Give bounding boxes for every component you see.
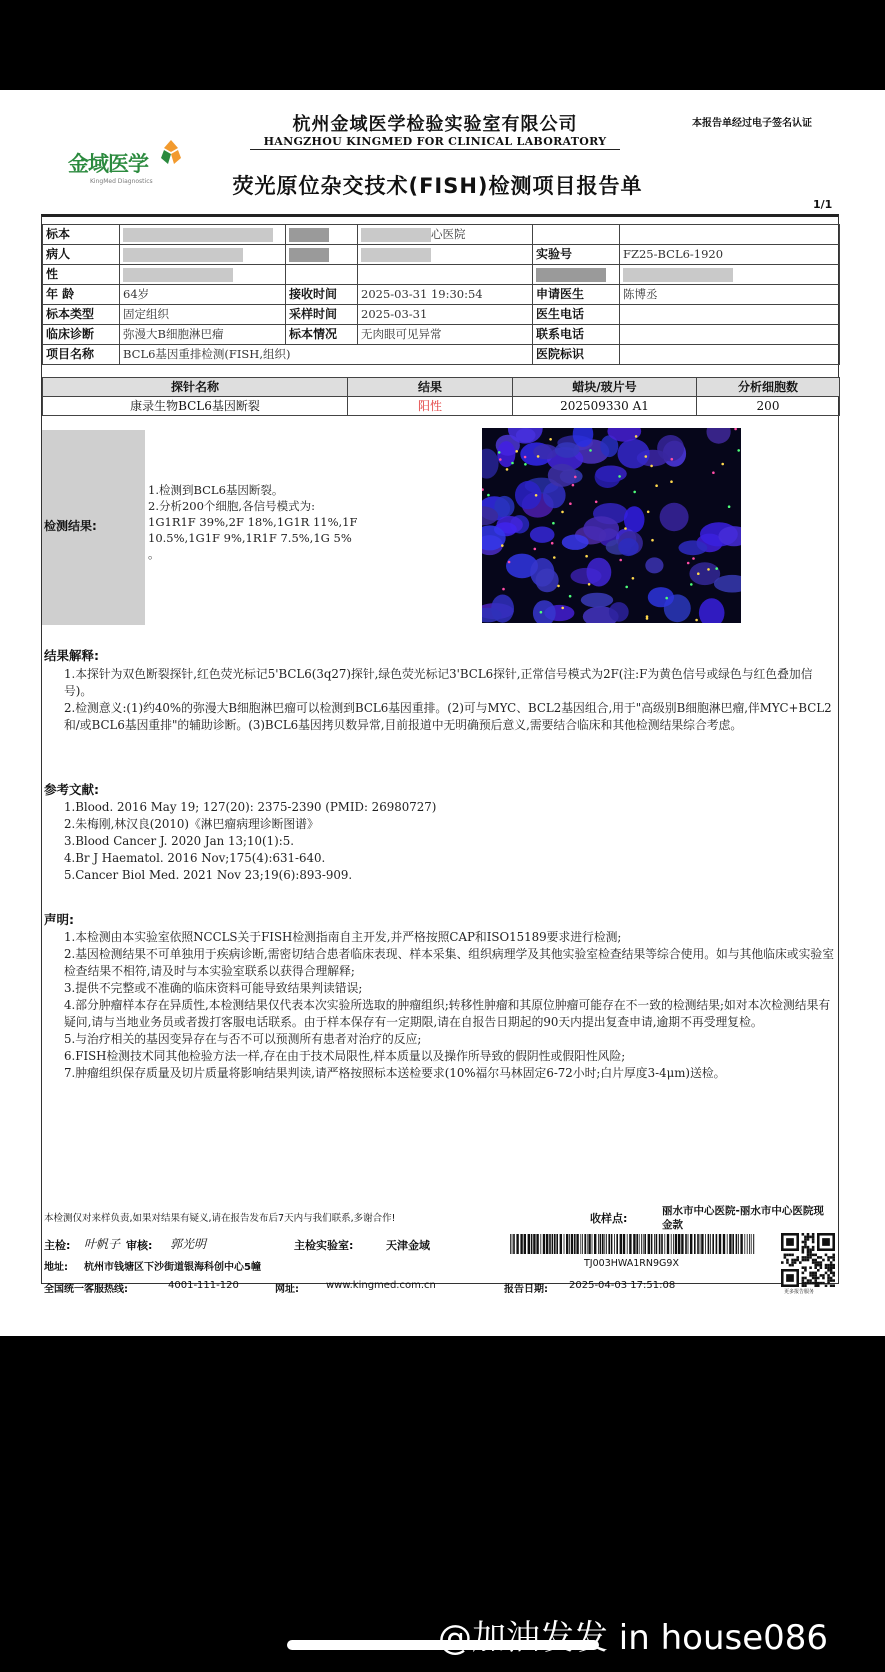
report-frame bbox=[41, 214, 839, 1284]
fish-microscopy-image bbox=[482, 428, 741, 623]
main-lab-value: 天津金域 bbox=[386, 1239, 430, 1252]
label-received: 接收时间 bbox=[286, 285, 358, 305]
reference-item: 3.Blood Cancer J. 2020 Jan 13;10(1):5. bbox=[64, 834, 294, 848]
collection-value: 丽水市中心医院-丽水市中心医院现金款 bbox=[662, 1205, 824, 1231]
logo-mark-icon bbox=[158, 138, 184, 166]
reference-item: 4.Br J Haematol. 2016 Nov;175(4):631-640. bbox=[64, 851, 326, 865]
result-text: 1.检测到BCL6基因断裂。 2.分析200个细胞,各信号模式为: 1G1R1F 39%,2F 18%,1G1R 11%,1F 10.5%,1G1F 9%,1R1F 7.5%,1G 5% 。 bbox=[148, 483, 358, 561]
label-doctor: 申请医生 bbox=[533, 285, 620, 305]
statement-item: 7.肿瘤组织保存质量及切片质量将影响结果判读,请严格按照标本送检要求(10%福尔马林固定6-72小时;白片厚度3-4μm)送检。 bbox=[64, 1066, 726, 1080]
report-date-label: 报告日期: bbox=[504, 1284, 548, 1295]
interpretation-item: 2.检测意义:(1)约40%的弥漫大B细胞淋巴瘤可以检测到BCL6基因重排。(2)可与MYC、BCL2基因组合,用于"高级别B细胞淋巴瘤,伴MYC+BCL2和/或BCL6基因重排"的辅助诊断。(3)BCL6基因拷贝数异常,目前报道中无明确预后意义,需要结合临床和其他检测结果综合考虑。 bbox=[64, 701, 832, 732]
page-number: 1/1 bbox=[813, 198, 833, 211]
label-contact-phone: 联系电话 bbox=[533, 325, 620, 345]
value-received: 2025-03-31 19:30:54 bbox=[358, 285, 533, 305]
value-age: 64岁 bbox=[120, 285, 286, 305]
statement-title: 声明: bbox=[44, 912, 74, 927]
value-sex bbox=[120, 265, 286, 285]
checker-label: 主检: bbox=[44, 1239, 71, 1252]
watermark-text: @加油发发 in house086 bbox=[438, 1618, 829, 1658]
website-value: www.kingmed.com.cn bbox=[326, 1280, 436, 1291]
report-page bbox=[0, 90, 885, 1336]
barcode bbox=[510, 1234, 755, 1254]
result-label: 检测结果: bbox=[44, 519, 97, 533]
logo-subtitle: KingMed Diagnostics bbox=[90, 178, 153, 185]
report-date-value: 2025-04-03 17:51:08 bbox=[569, 1280, 676, 1291]
label-patient: 病人 bbox=[43, 245, 120, 265]
label-sex: 性 bbox=[43, 265, 120, 285]
collection-label: 收样点: bbox=[590, 1212, 628, 1225]
probe-cell-count: 200 bbox=[697, 397, 840, 416]
checker-signature: 叶帆子 bbox=[84, 1237, 121, 1251]
reference-item: 2.朱梅刚,林汉良(2010)《淋巴瘤病理诊断图谱》 bbox=[64, 817, 319, 831]
label-age: 年 龄 bbox=[43, 285, 120, 305]
header-block-no: 蜡块/玻片号 bbox=[513, 378, 697, 397]
statement-item: 1.本检测由本实验室依照NCCLS关于FISH检测指南自主开发,并严格按照CAP和ISO15189要求进行检测; bbox=[64, 930, 622, 944]
label-collected: 采样时间 bbox=[286, 305, 358, 325]
value-sample-state: 无肉眼可见异常 bbox=[358, 325, 533, 345]
statement-item: 5.与治疗相关的基因变异存在与否不可以预测所有患者对治疗的反应; bbox=[64, 1032, 422, 1046]
label-item: 项目名称 bbox=[43, 345, 120, 365]
interpretation-section bbox=[44, 646, 836, 734]
header-result: 结果 bbox=[348, 378, 513, 397]
qr-code[interactable] bbox=[781, 1233, 835, 1287]
lab-name-cn: 杭州金域医学检验实验室有限公司 bbox=[292, 114, 578, 135]
statement-item: 3.提供不完整或不准确的临床资料可能导致结果判读错误; bbox=[64, 981, 363, 995]
address-value: 杭州市钱塘区下沙街道银海科创中心5幢 bbox=[84, 1262, 261, 1273]
probe-result: 阳性 bbox=[348, 397, 513, 416]
label-hospital-id: 医院标识 bbox=[533, 345, 620, 365]
value-specimen-2 bbox=[286, 225, 358, 245]
reference-item: 1.Blood. 2016 May 19; 127(20): 2375-2390 (PMID: 26980727) bbox=[64, 800, 437, 814]
hotline-value: 4001-111-120 bbox=[168, 1280, 239, 1291]
label-sample-state: 标本情况 bbox=[286, 325, 358, 345]
label-lab-no: 实验号 bbox=[533, 245, 620, 265]
value-specimen bbox=[120, 225, 286, 245]
value-lab-no: FZ25-BCL6-1920 bbox=[620, 245, 840, 265]
references-title: 参考文献: bbox=[44, 782, 99, 797]
value-diagnosis: 弥漫大B细胞淋巴瘤 bbox=[120, 325, 286, 345]
interpretation-item: 1.本探针为双色断裂探针,红色荧光标记5'BCL6(3q27)探针,绿色荧光标记3'BCL6探针,正常信号模式为2F(注:F为黄色信号或绿色与红色叠加信号)。 bbox=[64, 667, 813, 698]
value-collected: 2025-03-31 bbox=[358, 305, 533, 325]
logo-text: 金域医学 bbox=[68, 152, 148, 176]
table-row bbox=[43, 397, 840, 416]
reviewer-signature: 郭光明 bbox=[170, 1237, 207, 1251]
barcode-text: TJ003HWA1RN9G9X bbox=[584, 1258, 679, 1269]
main-lab-label: 主检实验室: bbox=[294, 1239, 354, 1252]
statement-item: 4.部分肿瘤样本存在异质性,本检测结果仅代表本次实验所选取的肿瘤组织;转移性肿瘤和其原位肿瘤可能存在不一致的检测结果;如对本次检测结果有疑问,请与当地业务员或者拨打客服电话联系。由于样本保存有一定期限,请在自报告日期起的90天内提出复查申请,逾期不再受理复检。 bbox=[64, 998, 831, 1029]
value-doctor: 陈博丞 bbox=[620, 285, 840, 305]
footer-disclaimer: 本检测仅对来样负责,如果对结果有疑义,请在报告发布后7天内与我们联系,多谢合作! bbox=[44, 1213, 396, 1224]
value-patient bbox=[120, 245, 286, 265]
interpretation-title: 结果解释: bbox=[44, 648, 99, 663]
label-sample-type: 标本类型 bbox=[43, 305, 120, 325]
label-doctor-phone: 医生电话 bbox=[533, 305, 620, 325]
website-label: 网址: bbox=[275, 1284, 299, 1295]
patient-info-table bbox=[42, 224, 840, 365]
qr-caption: 更多报告服务 bbox=[784, 1289, 815, 1295]
probe-name: 康录生物BCL6基因断裂 bbox=[43, 397, 348, 416]
report-title: 荧光原位杂交技术(FISH)检测项目报告单 bbox=[232, 174, 643, 198]
reference-item: 5.Cancer Biol Med. 2021 Nov 23;19(6):893-909. bbox=[64, 868, 353, 882]
value-hospital: 心医院 bbox=[358, 225, 533, 245]
statement-section bbox=[44, 910, 836, 1082]
hotline-label: 全国统一客服热线: bbox=[44, 1284, 128, 1295]
value-sample-type: 固定组织 bbox=[120, 305, 286, 325]
statement-item: 2.基因检测结果不可单独用于疾病诊断,需密切结合患者临床表现、样本采集、组织病理学及其他实验室检查结果等综合使用。如与其他临床或实验室检查结果不相符,请及时与本实验室联系以获得合理解释; bbox=[64, 947, 835, 978]
value-item: BCL6基因重排检测(FISH,组织) bbox=[120, 345, 533, 365]
label-diagnosis: 临床诊断 bbox=[43, 325, 120, 345]
probe-table bbox=[42, 377, 840, 416]
e-sign-note: 本报告单经过电子签名认证 bbox=[692, 118, 812, 129]
header-cell-count: 分析细胞数 bbox=[697, 378, 840, 397]
address-label: 地址: bbox=[44, 1262, 68, 1273]
label-specimen: 标本 bbox=[43, 225, 120, 245]
lab-name-en: HANGZHOU KINGMED FOR CLINICAL LABORATORY bbox=[250, 135, 620, 150]
reviewer-label: 审核: bbox=[126, 1239, 153, 1252]
references-section bbox=[44, 780, 836, 884]
statement-item: 6.FISH检测技术同其他检验方法一样,存在由于技术局限性,样本质量以及操作所导致的假阴性或假阳性风险; bbox=[64, 1049, 626, 1063]
probe-block-no: 202509330 A1 bbox=[513, 397, 697, 416]
header-probe-name: 探针名称 bbox=[43, 378, 348, 397]
